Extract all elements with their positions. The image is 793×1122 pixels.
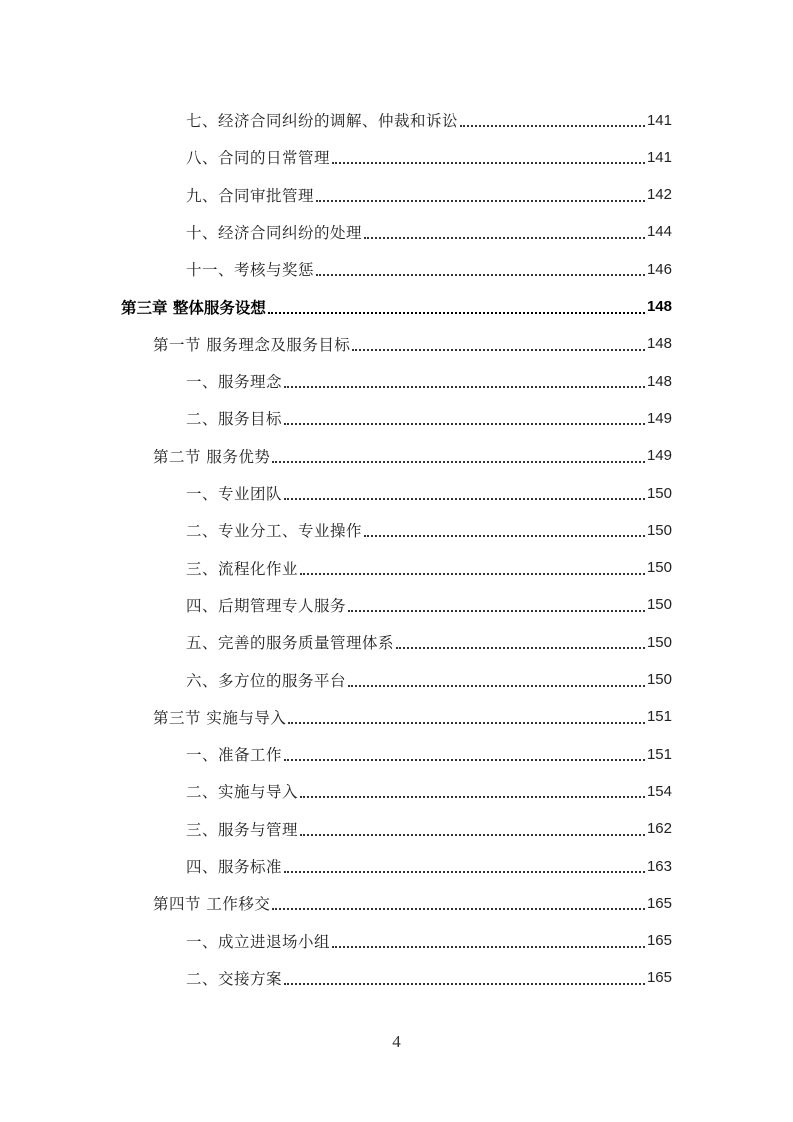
toc-entry-title: 第四节 工作移交: [153, 895, 271, 914]
toc-entry-page: 150: [646, 633, 672, 651]
dot-leader: [284, 983, 645, 985]
toc-entry-title: 四、服务标准: [186, 858, 283, 876]
toc-entry[interactable]: [186, 923, 672, 959]
toc-entry-title: 五、完善的服务质量管理体系: [186, 634, 395, 653]
toc-entry-title: 六、多方位的服务平台: [186, 671, 347, 690]
toc-entry-page: 163: [646, 857, 672, 875]
dot-leader: [300, 573, 645, 575]
toc-entry-title: 二、实施与导入: [186, 783, 299, 802]
toc-entry-title: 第三节 实施与导入: [153, 708, 287, 727]
toc-entry-page: 150: [646, 521, 672, 539]
toc-entry-title: 九、合同审批管理: [186, 186, 315, 205]
toc-entry-title: 一、成立进退场小组: [186, 932, 331, 951]
toc-entry-title: 三、服务与管理: [186, 820, 299, 839]
toc-entry[interactable]: [186, 848, 672, 884]
toc-entry[interactable]: [186, 773, 672, 809]
toc-entry-page: 148: [646, 335, 672, 353]
toc-entry-title: 第三章 整体服务设想: [121, 298, 266, 317]
dot-leader: [284, 498, 645, 500]
dot-leader: [332, 946, 645, 948]
toc-entry-page: 149: [646, 447, 672, 465]
dot-leader: [396, 647, 645, 649]
toc-entry-title: 三、流程化作业: [186, 559, 299, 578]
toc-entry-title: 第二节 服务优势: [153, 447, 271, 466]
toc-entry-page: 150: [646, 484, 672, 502]
toc-entry[interactable]: [186, 475, 672, 511]
toc-entry-page: 165: [646, 932, 672, 950]
toc-entry[interactable]: [186, 102, 672, 138]
toc-section-entry[interactable]: [153, 885, 672, 921]
toc-entry-page: 144: [646, 223, 672, 241]
dot-leader: [272, 908, 645, 910]
toc-entry-page: 154: [646, 782, 672, 800]
toc-entry-title: 二、服务目标: [186, 410, 283, 429]
toc-entry-title: 八、合同的日常管理: [186, 149, 331, 168]
toc-entry[interactable]: [186, 177, 672, 213]
dot-leader: [352, 349, 645, 351]
toc-entry-page: 162: [646, 820, 672, 838]
toc-entry[interactable]: [186, 139, 672, 175]
dot-leader: [316, 200, 645, 202]
dot-leader: [332, 162, 645, 164]
toc-entry[interactable]: [186, 662, 672, 698]
toc-entry-title: 四、后期管理专人服务: [186, 596, 347, 615]
dot-leader: [364, 237, 645, 239]
toc-entry[interactable]: [186, 251, 672, 287]
toc-entry-title: 一、准备工作: [186, 746, 283, 765]
dot-leader: [272, 461, 645, 463]
toc-entry-title: 第一节 服务理念及服务目标: [153, 335, 351, 354]
toc-entry-title: 二、专业分工、专业操作: [186, 522, 363, 541]
dot-leader: [348, 685, 645, 687]
toc-entry-title: 十、经济合同纠纷的处理: [186, 223, 363, 242]
toc-entry[interactable]: [186, 960, 672, 996]
toc-entry-page: 165: [646, 969, 672, 987]
toc-entry[interactable]: [186, 624, 672, 660]
dot-leader: [364, 535, 645, 537]
toc-entry-page: 151: [646, 745, 672, 763]
dot-leader: [460, 125, 645, 127]
toc-section-entry[interactable]: [153, 326, 672, 362]
toc-entry[interactable]: [186, 587, 672, 623]
toc-entry-page: 148: [646, 298, 672, 315]
dot-leader: [288, 722, 645, 724]
page-number: 4: [392, 1032, 401, 1051]
toc-entry-title: 七、经济合同纠纷的调解、仲裁和诉讼: [186, 112, 459, 130]
toc-section-entry[interactable]: [153, 438, 672, 474]
toc-entry[interactable]: [186, 550, 672, 586]
dot-leader: [284, 423, 645, 425]
dot-leader: [300, 834, 645, 836]
dot-leader: [284, 871, 645, 873]
dot-leader: [284, 386, 645, 388]
toc-entry-page: 142: [646, 186, 672, 204]
toc-entry-page: 165: [646, 894, 672, 912]
dot-leader: [300, 796, 645, 798]
toc-entry[interactable]: [186, 811, 672, 847]
dot-leader: [268, 312, 645, 314]
toc-entry-page: 148: [646, 372, 672, 390]
toc-entry-page: 146: [646, 260, 672, 278]
toc-entry-page: 150: [646, 596, 672, 614]
toc-entry-title: 一、专业团队: [186, 485, 283, 503]
toc-entry-title: 二、交接方案: [186, 969, 283, 988]
toc-entry-page: 141: [646, 148, 672, 166]
toc-entry-page: 149: [646, 409, 672, 427]
toc-entry[interactable]: [186, 512, 672, 548]
dot-leader: [284, 759, 645, 761]
toc-section-entry[interactable]: [153, 699, 672, 735]
dot-leader: [348, 610, 645, 612]
toc-entry[interactable]: [186, 400, 672, 436]
toc-entry-page: 150: [646, 559, 672, 577]
toc-entry-title: 一、服务理念: [186, 373, 283, 392]
toc-entry[interactable]: [186, 736, 672, 772]
toc-entry-page: 150: [646, 671, 672, 688]
toc-entry-title: 十一、考核与奖惩: [186, 261, 315, 280]
toc-entry[interactable]: [186, 214, 672, 250]
dot-leader: [316, 274, 645, 276]
toc-entry-page: 151: [646, 708, 672, 726]
toc-chapter-entry[interactable]: [121, 289, 672, 325]
toc-entry-page: 141: [646, 111, 672, 129]
toc-entry[interactable]: [186, 363, 672, 399]
